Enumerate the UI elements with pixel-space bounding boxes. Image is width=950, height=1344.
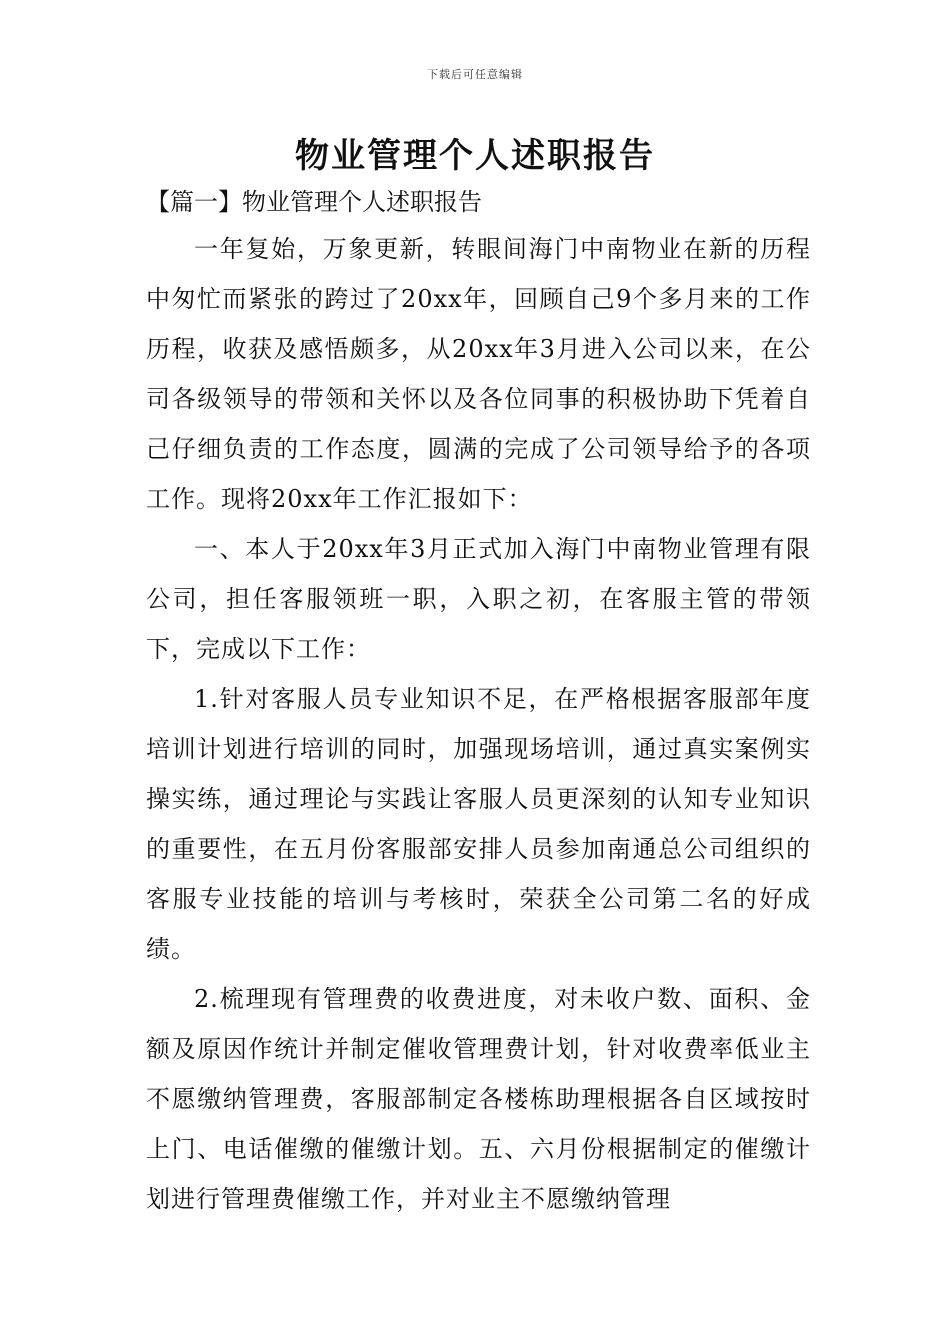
header-note: 下载后可任意编辑 — [427, 68, 523, 81]
paragraph-item-one: 1.针对客服人员专业知识不足，在严格根据客服部年度培训计划进行培训的同时，加强现场培训，通过真实案例实操实练，通过理论与实践让客服人员更深刻的认知专业知识的重要性，在五月份客服部安排人员参加南通总公司组织的客服专业技能的培训与考核时，荣获全公司第二名的好成绩。 — [146, 685, 811, 963]
section-heading: 【篇一】物业管理个人述职报告 — [146, 188, 482, 216]
document-title: 物业管理个人述职报告 — [295, 136, 655, 176]
paragraph-intro: 一年复始，万象更新，转眼间海门中南物业在新的历程中匆忙而紧张的跨过了20xx年，回顾自己9个多月来的工作历程，收获及感悟颇多，从20xx年3月进入公司以来，在公司各级领导的带领和关怀以及各位同事的积极协助下凭着自己仔细负责的工作态度，圆满的完成了公司领导给予的各项工作。现将20xx年工作汇报如下： — [146, 235, 811, 513]
paragraph-section-one: 一、本人于20xx年3月正式加入海门中南物业管理有限公司，担任客服领班一职，入职之初，在客服主管的带领下，完成以下工作： — [146, 535, 811, 663]
paragraph-item-two: 2.梳理现有管理费的收费进度，对未收户数、面积、金额及原因作统计并制定催收管理费计划，针对收费率低业主不愿缴纳管理费，客服部制定各楼栋助理根据各自区域按时上门、电话催缴的催缴计划。五、六月份根据制定的催缴计划进行管理费催缴工作，并对业主不愿缴纳管理 — [146, 985, 811, 1213]
document-body — [146, 224, 811, 1224]
